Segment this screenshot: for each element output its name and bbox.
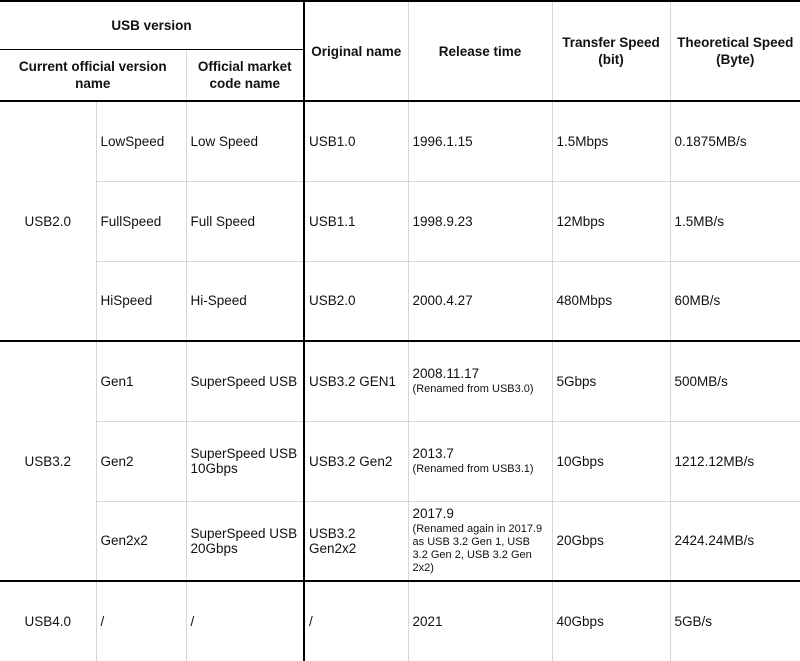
header-transfer-speed: Transfer Speed (bit)	[552, 1, 670, 101]
cell-transfer: 10Gbps	[552, 421, 670, 501]
release-date: 2008.11.17	[412, 366, 480, 382]
cell-original: USB3.2 GEN1	[304, 341, 408, 421]
cell-transfer: 1.5Mbps	[552, 101, 670, 181]
cell-release: 1996.1.15	[408, 101, 552, 181]
cell-theoretical: 1.5MB/s	[670, 181, 800, 261]
cell-transfer: 12Mbps	[552, 181, 670, 261]
cell-release: 2000.4.27	[408, 261, 552, 341]
header-theoretical-speed: Theoretical Speed (Byte)	[670, 1, 800, 101]
cell-sub: Gen2x2	[96, 501, 186, 581]
cell-sub: LowSpeed	[96, 101, 186, 181]
cell-original: USB1.0	[304, 101, 408, 181]
release-note: (Renamed from USB3.0)	[412, 383, 534, 396]
cell-market: Low Speed	[186, 101, 304, 181]
cell-transfer: 480Mbps	[552, 261, 670, 341]
cell-original: USB3.2 Gen2	[304, 421, 408, 501]
header-market-code-name: Official market code name	[186, 49, 304, 101]
table-row	[0, 261, 800, 341]
release-note: (Renamed from USB3.1)	[412, 463, 534, 475]
cell-release	[408, 421, 552, 501]
cell-transfer: 20Gbps	[552, 501, 670, 581]
release-date: 2013.7	[412, 446, 454, 461]
cell-sub: Gen2	[96, 421, 186, 501]
cell-sub: Gen1	[96, 341, 186, 421]
cell-theoretical: 60MB/s	[670, 261, 800, 341]
table-row	[0, 181, 800, 261]
header-original-name: Original name	[304, 1, 408, 101]
header-usb-version: USB version	[0, 1, 304, 49]
cell-transfer: 5Gbps	[552, 341, 670, 421]
cell-original: /	[304, 581, 408, 661]
group-name-usb2: USB2.0	[0, 101, 96, 341]
release-date: 2017.9	[412, 506, 454, 522]
cell-market: Full Speed	[186, 181, 304, 261]
cell-sub: FullSpeed	[96, 181, 186, 261]
table-row	[0, 501, 800, 581]
cell-market: /	[186, 581, 304, 661]
cell-theoretical: 2424.24MB/s	[670, 501, 800, 581]
group-name-usb32: USB3.2	[0, 341, 96, 581]
group-name-usb4: USB4.0	[0, 581, 96, 661]
cell-theoretical: 5GB/s	[674, 614, 713, 629]
cell-release	[408, 501, 552, 581]
cell-theoretical: 500MB/s	[670, 341, 800, 421]
table-row	[0, 341, 800, 421]
cell-sub: HiSpeed	[96, 261, 186, 341]
cell-release: 2021	[408, 581, 552, 661]
cell-market: SuperSpeed USB 20Gbps	[186, 501, 304, 581]
release-note: (Renamed again in 2017.9 as USB 3.2 Gen 1, USB 3.2 Gen 2, USB 3.2 Gen 2x2)	[412, 523, 543, 575]
cell-theoretical: 1212.12MB/s	[670, 421, 800, 501]
cell-original: USB1.1	[304, 181, 408, 261]
cell-release	[408, 341, 552, 421]
cell-transfer: 40Gbps	[552, 581, 670, 661]
table-row	[0, 101, 800, 181]
cell-sub: /	[96, 581, 186, 661]
cell-theoretical: 0.1875MB/s	[670, 101, 800, 181]
table-row	[0, 421, 800, 501]
header-current-official-name: Current official version name	[0, 49, 186, 101]
header-release-time: Release time	[408, 1, 552, 101]
cell-market: Hi-Speed	[186, 261, 304, 341]
cell-market: SuperSpeed USB 10Gbps	[186, 421, 304, 501]
cell-original: USB3.2 Gen2x2	[304, 501, 408, 581]
cell-original: USB2.0	[304, 261, 408, 341]
cell-market: SuperSpeed USB	[186, 341, 304, 421]
cell-release: 1998.9.23	[408, 181, 552, 261]
table-row	[0, 581, 800, 661]
